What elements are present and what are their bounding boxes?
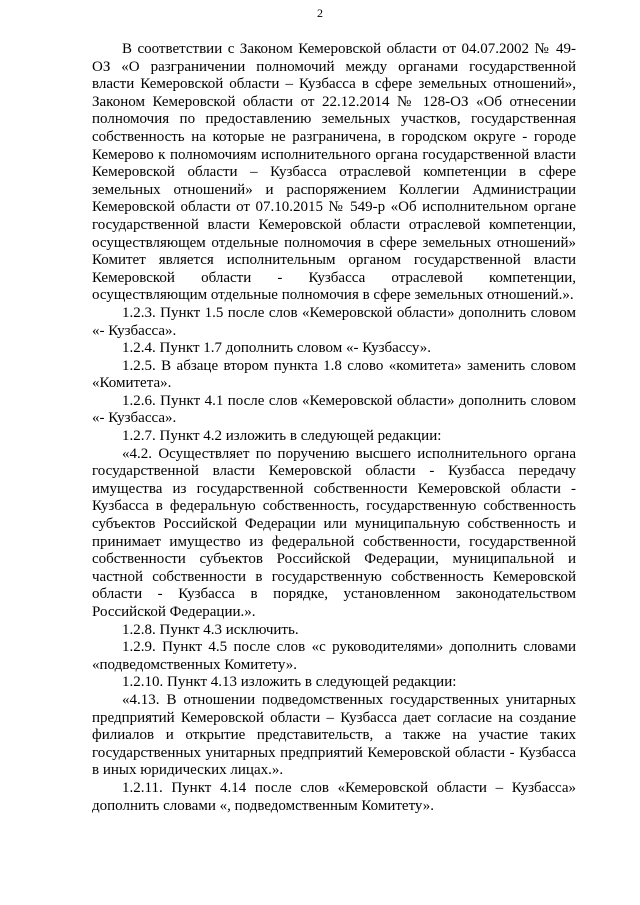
- paragraph-4-13-text: «4.13. В отношении подведомственных государственных унитарных предприятий Кемеровской области – Кузбасса дает согласие на создание филиалов и открытие представительств, а также на участие таких государственных унитарных предприятий Кемеровской области - Кузбасса в иных юридических лицах.».: [92, 691, 576, 779]
- paragraph-1-2-10: 1.2.10. Пункт 4.13 изложить в следующей редакции:: [122, 674, 457, 691]
- paragraph-legal-basis: В соответствии с Законом Кемеровской области от 04.07.2002 № 49-ОЗ «О разграничении полномочий между органами государственной власти Кемеровской области – Кузбасса в сфере земельных отношений», Законом Кемеровской области от 22.12.2014 № 128-ОЗ «Об отнесении полномочия по предоставлению земельных участков, государственная собственность на которые не разграничена, в городском округе - городе Кемерово к полномочиям исполнительного органа государственной власти Кемеровской области – Кузбасса отраслевой компетенции в сфере земельных отношений» и распоряжением Коллегии Администрации Кемеровской области от 07.10.2015 № 549-р «Об исполнительном органе государственной власти Кемеровской области отраслевой компетенции, осуществляющем отдельные полномочия в сфере земельных отношений» Комитет является исполнительным органом государственной власти Кемеровской области - Кузбасса отраслевой компетенции, осуществляющим отдельные полномочия в сфере земельных отношений.».: [92, 41, 576, 304]
- paragraph-1-2-11: 1.2.11. Пункт 4.14 после слов «Кемеровской области – Кузбасса» дополнить словами «, подведомственным Комитету».: [92, 779, 576, 814]
- paragraph-1-2-8: 1.2.8. Пункт 4.3 исключить.: [122, 621, 299, 638]
- paragraph-1-2-4: 1.2.4. Пункт 1.7 дополнить словом «- Кузбассу».: [122, 340, 432, 357]
- page-number: 2: [317, 6, 323, 20]
- paragraph-1-2-5: 1.2.5. В абзаце втором пункта 1.8 слово «комитета» заменить словом «Комитета».: [92, 357, 576, 392]
- paragraph-1-2-7: 1.2.7. Пункт 4.2 изложить в следующей редакции:: [122, 428, 442, 445]
- document-body: [92, 41, 576, 815]
- paragraph-1-2-9: 1.2.9. Пункт 4.5 после слов «с руководителями» дополнить словами «подведомственных Комитету».: [92, 639, 576, 673]
- paragraph-1-2-3: 1.2.3. Пункт 1.5 после слов «Кемеровской области» дополнить словом «- Кузбасса».: [92, 304, 576, 339]
- paragraph-1-2-6: 1.2.6. Пункт 4.1 после слов «Кемеровской области» дополнить словом «- Кузбасса».: [92, 392, 576, 427]
- paragraph-4-2-text: «4.2. Осуществляет по поручению высшего исполнительного органа государственной власти Кемеровской области - Кузбасса передачу имущества из государственной собственности Кемеровской области - Кузбасса в федеральную собственность, государственную собственность субъектов Российской Федерации или муниципальную собственность и принимает имущество из федеральной собственности, государственной собственности субъектов Российской Федерации, муниципальной и частной собственности в государственную собственность Кемеровской области - Кузбасса в порядке, установленном законодательством Российской Федерации.».: [92, 445, 576, 620]
